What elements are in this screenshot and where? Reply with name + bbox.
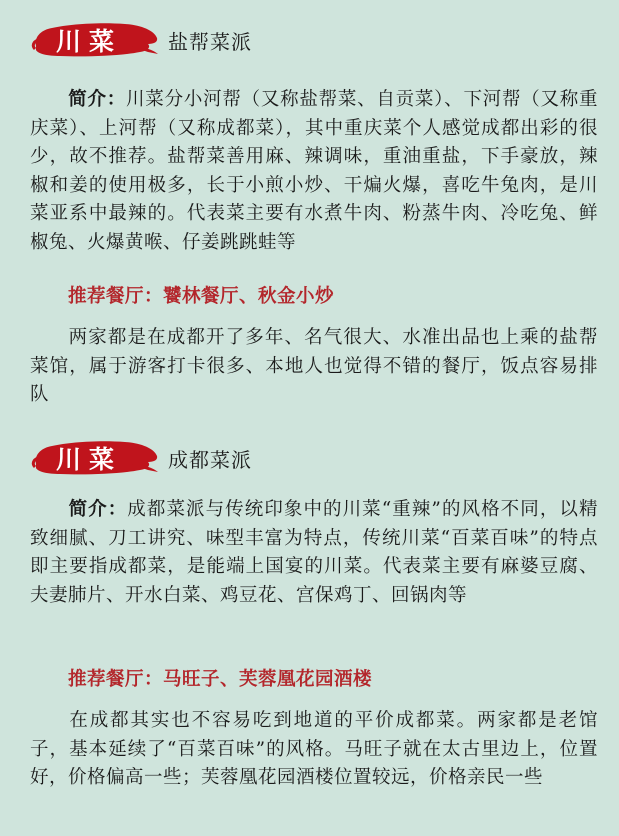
note-text: 两家都是在成都开了多年、名气很大、水准出品也上乘的盐帮菜馆，属于游客打卡很多、本地人也觉得不错的餐厅，饭点容易排队 (30, 327, 598, 405)
badge-text: 川菜 (55, 27, 122, 56)
intro-text: 川菜分小河帮（又称盐帮菜、自贡菜）、下河帮（又称重庆菜）、上河帮（又称成都菜），其中重庆菜个人感觉成都出彩的很少，故不推荐。盐帮菜善用麻、辣调味，重油重盐，下手豪放，辣椒和姜的使用极多，长于小煎小炒、干煸火爆，喜吃牛兔肉，是川菜亚系中最辣的。代表菜主要有水煮牛肉、粉蒸牛肉、冷吃兔、鲜椒兔、火爆黄喉、仔姜跳跳蛙等 (30, 89, 598, 253)
brush-stroke-badge (30, 434, 160, 482)
badge-text: 川菜 (55, 445, 122, 474)
intro-label: 简介： (68, 89, 127, 110)
intro-label: 简介： (68, 499, 128, 520)
section-header (30, 16, 252, 64)
rec-value: 马旺子、芙蓉凰花园酒楼 (163, 669, 373, 690)
rec-value: 饕林餐厅、秋金小炒 (163, 286, 335, 307)
brush-stroke-badge (30, 16, 160, 64)
rec-label: 推荐餐厅： (68, 286, 164, 307)
note-paragraph (30, 324, 598, 410)
section-subtitle: 成都菜派 (168, 447, 252, 472)
intro-text: 成都菜派与传统印象中的川菜“重辣”的风格不同，以精致细腻、刀工讲究、味型丰富为特点，传统川菜“百菜百味”的特点即主要指成都菜，是能端上国宴的川菜。代表菜主要有麻婆豆腐、夫妻肺片、开水白菜、鸡豆花、宫保鸡丁、回锅肉等 (30, 499, 598, 606)
rec-label: 推荐餐厅： (68, 669, 164, 690)
intro-paragraph (30, 496, 598, 610)
recommended-restaurants (68, 282, 334, 308)
note-text: 在成都其实也不容易吃到地道的平价成都菜。两家都是老馆子，基本延续了“百菜百味”的风格。马旺子就在太古里边上，位置好，价格偏高一些；芙蓉凰花园酒楼位置较远，价格亲民一些 (30, 710, 598, 788)
section-header (30, 434, 252, 482)
intro-paragraph (30, 86, 598, 257)
section-subtitle: 盐帮菜派 (168, 29, 252, 54)
note-paragraph (30, 707, 598, 793)
recommended-restaurants (68, 665, 372, 691)
